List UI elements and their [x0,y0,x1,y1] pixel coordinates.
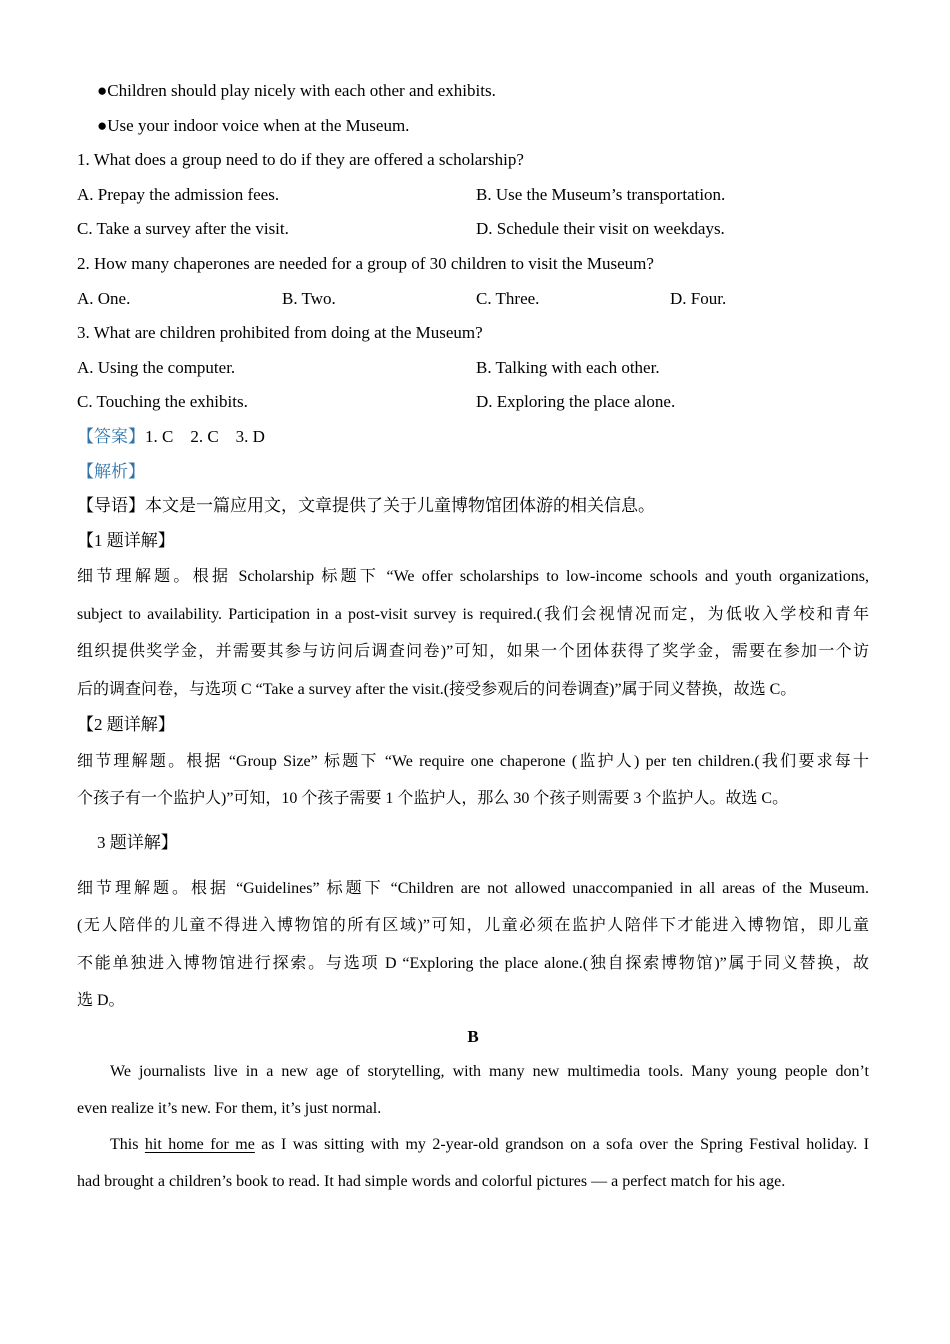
q1-option-d: D. Schedule their visit on weekdays. [476,219,725,239]
section-letter-b [77,1020,869,1055]
passage-b-line-2 [77,1091,869,1128]
text-run: ●Use your indoor voice when at the Museum. [97,115,410,135]
q3-option-b: B. Talking with each other. [476,357,660,377]
text-run: 不能单独进入博物馆进行探索。与选项 D “Exploring the place alone.(独自探索博物馆)”属于同义替换，故 [77,954,869,972]
text-run: had brought a children’s book to read. It had simple words and colorful pictures — a perfect match for his age. [77,1172,786,1190]
lead-note [77,489,869,524]
q1-option-c: C. Take a survey after the visit. [77,219,289,239]
text-run: 【导语】本文是一篇应用文，文章提供了关于儿童博物馆团体游的相关信息。 [77,496,655,516]
passage-b-line-3 [77,1127,869,1164]
q2-option-c: C. Three. [476,288,540,308]
question-1 [77,143,869,178]
explain-1-line-2 [77,596,869,633]
explain-1-line-3 [77,633,869,670]
q3-option-a: A. Using the computer. [77,357,236,377]
q2-option-b: B. Two. [282,288,336,308]
bullet-rule-2 [77,109,869,144]
text-run: 2. How many chaperones are needed for a group of 30 children to visit the Museum? [77,253,654,273]
explain-2-line-1 [77,743,869,780]
q1-options-ab [77,178,869,213]
q3-option-d: D. Exploring the place alone. [476,392,676,412]
passage-b-line-4 [77,1164,869,1201]
explain-3-line-2 [77,907,869,944]
q3-options-cd [77,385,869,420]
explain-3-line-4 [77,982,869,1019]
q2-options [77,282,869,317]
explain-1-line-4 [77,671,869,708]
explain-3-heading [77,826,869,861]
text-run: 细节理解题。根据 “Group Size” 标题下 “We require one chaperone (监护人) per ten children.(我们要求每十 [77,752,869,770]
q3-option-c: C. Touching the exhibits. [77,392,248,412]
text-run: 【1 题详解】 [77,530,175,550]
question-3 [77,316,869,351]
text-run: 后的调查问卷，与选项 C “Take a survey after the visit.(接受参观后的问卷调查)”属于同义替换，故选 C。 [77,680,797,698]
text-run: 【2 题详解】 [77,714,175,734]
question-2 [77,247,869,282]
text-run: 细节理解题。根据 Scholarship 标题下 “We offer scholarships to low-income schools and youth organizations, [77,568,869,586]
q3-options-ab [77,351,869,386]
q2-option-a: A. One. [77,288,131,308]
text-run: 1. C 2. C 3. D [145,426,265,446]
text-run: 3. What are children prohibited from doing at the Museum? [77,323,483,343]
explain-3-line-3 [77,945,869,982]
text-run: We journalists live in a new age of storytelling, with many new multimedia tools. Many young people don’t [110,1063,869,1081]
text-run: This [110,1136,145,1154]
text-run: B [467,1026,479,1046]
passage-b-line-1 [77,1054,869,1091]
text-run: (无人陪伴的儿童不得进入博物馆的所有区域)”可知，儿童必须在监护人陪伴下才能进入博物馆，即儿童 [77,917,869,935]
text-run: 个孩子有一个监护人)”可知，10 个孩子需要 1 个监护人，那么 30 个孩子则需要 3 个监护人。故选 C。 [77,789,789,807]
text-run: ●Children should play nicely with each other and exhibits. [97,81,496,100]
q1-option-b: B. Use the Museum’s transportation. [476,184,726,204]
answer-line [77,420,869,455]
explain-1-heading [77,524,869,559]
text-run: 选 D。 [77,992,125,1010]
text-run: 3 题详解】 [97,833,178,853]
accent-label: 【答案】 [77,426,145,446]
explain-2-line-2 [77,780,869,817]
text-run: 细节理解题。根据 “Guidelines” 标题下 “Children are not allowed unaccompanied in all areas of the Museum. [77,879,869,897]
explain-2-heading [77,708,869,743]
underlined-phrase: hit home for me [144,1136,255,1154]
text-run: as I was sitting with my 2-year-old grandson on a sofa over the Spring Festival holiday. I [254,1136,869,1154]
text-run: even realize it’s new. For them, it’s just normal. [77,1099,382,1117]
text-run: subject to availability. Participation in a post-visit survey is required.(我们会视情况而定，为低收入学校和青年 [77,605,869,623]
explain-3-line-1 [77,870,869,907]
bullet-rule-1 [77,74,869,109]
text-run: 组织提供奖学金，并需要其参与访问后调查问卷)”可知，如果一个团体获得了奖学金，需要在参加一个访 [77,643,869,661]
q1-options-cd [77,212,869,247]
explain-1-line-1 [77,558,869,595]
accent-label: 【解析】 [77,461,145,481]
analysis-label [77,455,869,490]
q2-option-d: D. Four. [670,288,727,308]
text-run: 1. What does a group need to do if they are offered a scholarship? [77,150,524,170]
q1-option-a: A. Prepay the admission fees. [77,184,280,204]
